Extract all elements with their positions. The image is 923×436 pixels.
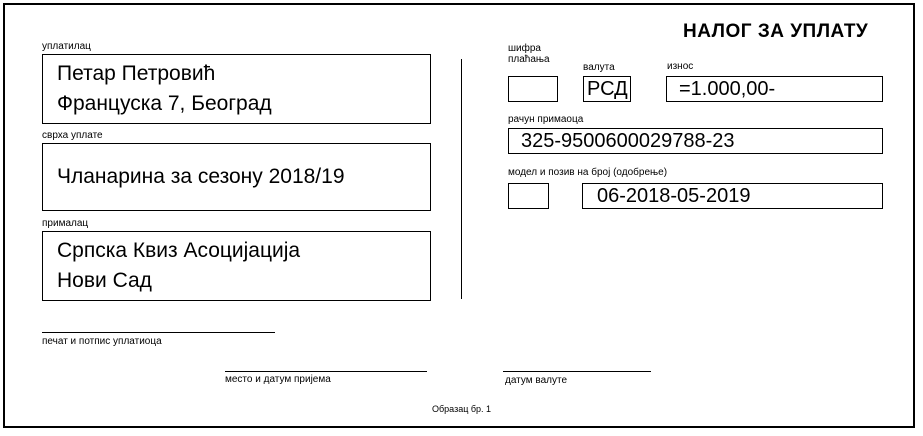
signature-label: печат и потпис уплатиоца xyxy=(42,336,162,347)
currency-field[interactable] xyxy=(583,76,631,102)
recipient-field[interactable] xyxy=(42,231,431,301)
payer-name: Петар Петровић xyxy=(57,62,216,85)
purpose-field[interactable] xyxy=(42,143,431,211)
recipient-name: Српска Квиз Асоцијација xyxy=(57,239,301,262)
place-date-line xyxy=(225,371,427,372)
amount-value: =1.000,00- xyxy=(679,78,776,100)
value-date-label: датум валуте xyxy=(505,375,568,386)
reference-label: модел и позив на број (одобрење) xyxy=(508,167,668,178)
reference-model-field[interactable] xyxy=(508,183,549,209)
currency-value: РСД xyxy=(587,78,628,100)
recipient-account-field[interactable] xyxy=(508,128,883,154)
reference-number-value: 06-2018-05-2019 xyxy=(597,185,751,207)
payment-code-label-line1: шифра xyxy=(508,43,541,54)
amount-field[interactable] xyxy=(666,76,883,102)
vertical-divider xyxy=(461,59,462,299)
reference-number-field[interactable] xyxy=(582,183,883,209)
value-date-line xyxy=(503,371,651,372)
payer-address: Француска 7, Београд xyxy=(57,92,272,115)
form-number: Образац бр. 1 xyxy=(432,404,492,414)
form-title: НАЛОГ ЗА УПЛАТУ xyxy=(683,21,869,42)
payer-label: уплатилац xyxy=(42,41,91,52)
signature-line xyxy=(42,332,275,333)
recipient-label: прималац xyxy=(42,218,89,229)
recipient-account-label: рачун примаоца xyxy=(508,114,584,125)
payment-code-field[interactable] xyxy=(508,76,558,102)
currency-label: валута xyxy=(583,62,615,73)
purpose-value: Чланарина за сезону 2018/19 xyxy=(57,165,345,188)
recipient-account-value: 325-9500600029788-23 xyxy=(521,130,735,152)
payment-order-form xyxy=(3,3,915,428)
recipient-city: Нови Сад xyxy=(57,269,152,292)
amount-label: износ xyxy=(667,61,694,72)
place-date-label: место и датум пријема xyxy=(225,374,331,385)
payment-code-label-line2: плаћања xyxy=(508,54,550,65)
payer-field[interactable] xyxy=(42,54,431,124)
purpose-label: сврха уплате xyxy=(42,130,103,141)
